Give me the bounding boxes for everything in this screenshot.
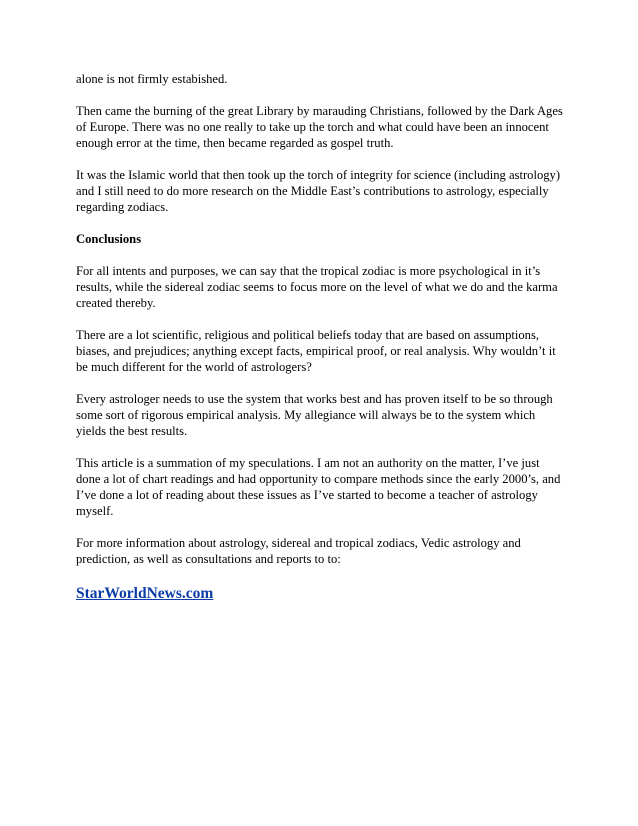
paragraph-conclusion-beliefs: There are a lot scientific, religious and political beliefs today that are based on assumptions, biases, and prejudices; anything except facts, empirical proof, or real analysis. Why wouldn’t it be much different for the world of astrologers? [76,328,556,374]
starworldnews-link[interactable]: StarWorldNews.com [76,585,214,602]
paragraph-more-info: For more information about astrology, sidereal and tropical zodiacs, Vedic astrology and prediction, as well as consultations and reports to to: [76,536,521,566]
document-page [76,71,566,603]
paragraph-conclusion-zodiac: For all intents and purposes, we can say that the tropical zodiac is more psychological in it’s results, while the sidereal zodiac seems to focus more on the level of what we do and the karma created thereby. [76,264,558,310]
conclusions-heading: Conclusions [76,232,142,246]
paragraph-intro: alone is not firmly estabished. [76,72,228,86]
paragraph-conclusion-system: Every astrologer needs to use the system that works best and has proven itself to be so through some sort of rigorous empirical analysis. My allegiance will always be to the system which yields the best results. [76,392,553,438]
paragraph-islamic-world: It was the Islamic world that then took up the torch of integrity for science (including astrology) and I still need to do more research on the Middle East’s contributions to astrology, especially regarding zodiacs. [76,168,561,214]
paragraph-conclusion-summation: This article is a summation of my speculations. I am not an authority on the matter, I’ve just done a lot of chart readings and had opportunity to compare methods since the early 2000’s, and I’ve done a lot of reading about these issues as I’ve started to become a teacher of astrology myself. [76,456,561,518]
paragraph-library: Then came the burning of the great Library by marauding Christians, followed by the Dark Ages of Europe. There was no one really to take up the torch and what could have been an innocent enough error at the time, then became regarded as gospel truth. [76,104,563,150]
